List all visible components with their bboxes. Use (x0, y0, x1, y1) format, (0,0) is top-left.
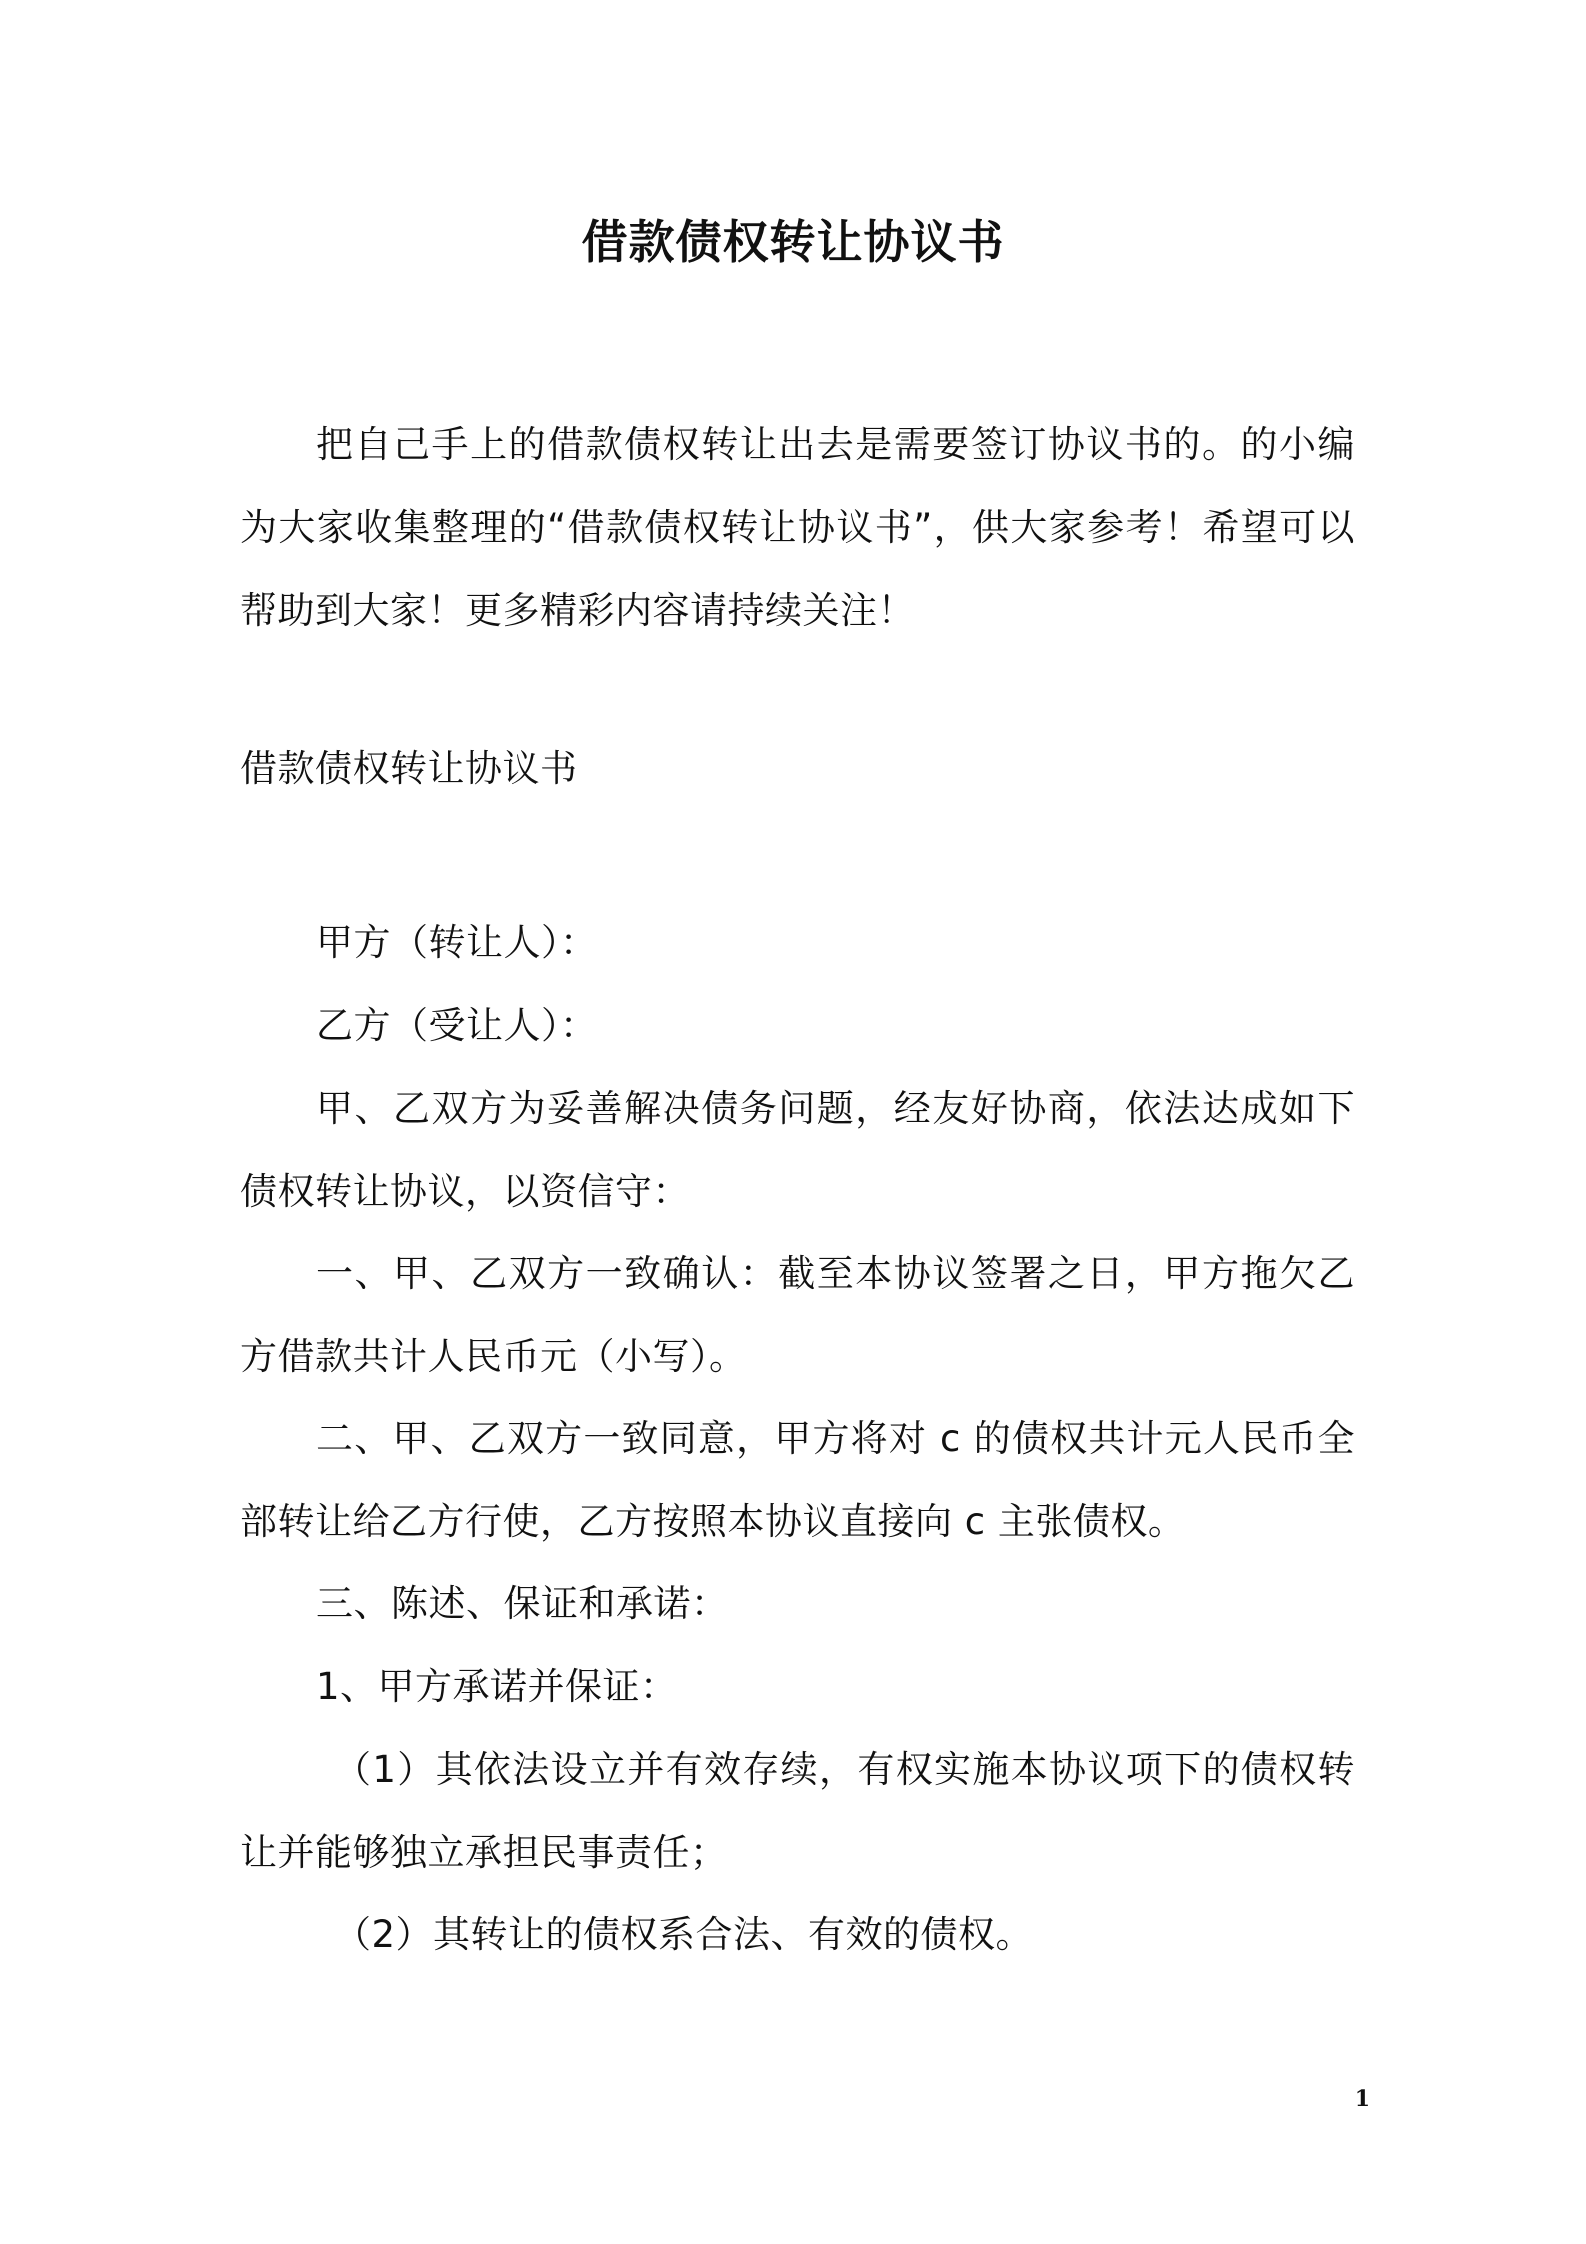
intro-paragraph: 把自己手上的借款债权转让出去是需要签订协议书的。的小编为大家收集整理的“借款债权转让协议书”，供大家参考！希望可以帮助到大家！更多精彩内容请持续关注！ (240, 423, 1355, 632)
clause-2: 二、甲、乙双方一致同意，甲方将对 c 的债权共计元人民币全部转让给乙方行使，乙方按照本协议直接向 c 主张债权。 (240, 1417, 1355, 1543)
clause-3-1-b: （2）其转让的债权系合法、有效的债权。 (334, 1913, 1034, 1956)
clause-3-1-a: （1）其依法设立并有效存续，有权实施本协议项下的债权转让并能够独立承担民事责任； (240, 1748, 1355, 1874)
party-b-line: 乙方（受让人）： (316, 1004, 598, 1047)
page-number: 1 (1354, 2086, 1370, 2112)
clause-3-1: 1、甲方承诺并保证： (316, 1665, 678, 1708)
clause-3: 三、陈述、保证和承诺： (316, 1582, 729, 1625)
subtitle: 借款债权转让协议书 (240, 747, 578, 790)
document-title: 借款债权转让协议书 (581, 215, 1005, 269)
preamble-paragraph: 甲、乙双方为妥善解决债务问题，经友好协商，依法达成如下债权转让协议，以资信守： (240, 1087, 1355, 1213)
clause-1: 一、甲、乙双方一致确认：截至本协议签署之日，甲方拖欠乙方借款共计人民币元（小写）。 (240, 1252, 1355, 1378)
party-a-line: 甲方（转让人）： (316, 921, 598, 964)
